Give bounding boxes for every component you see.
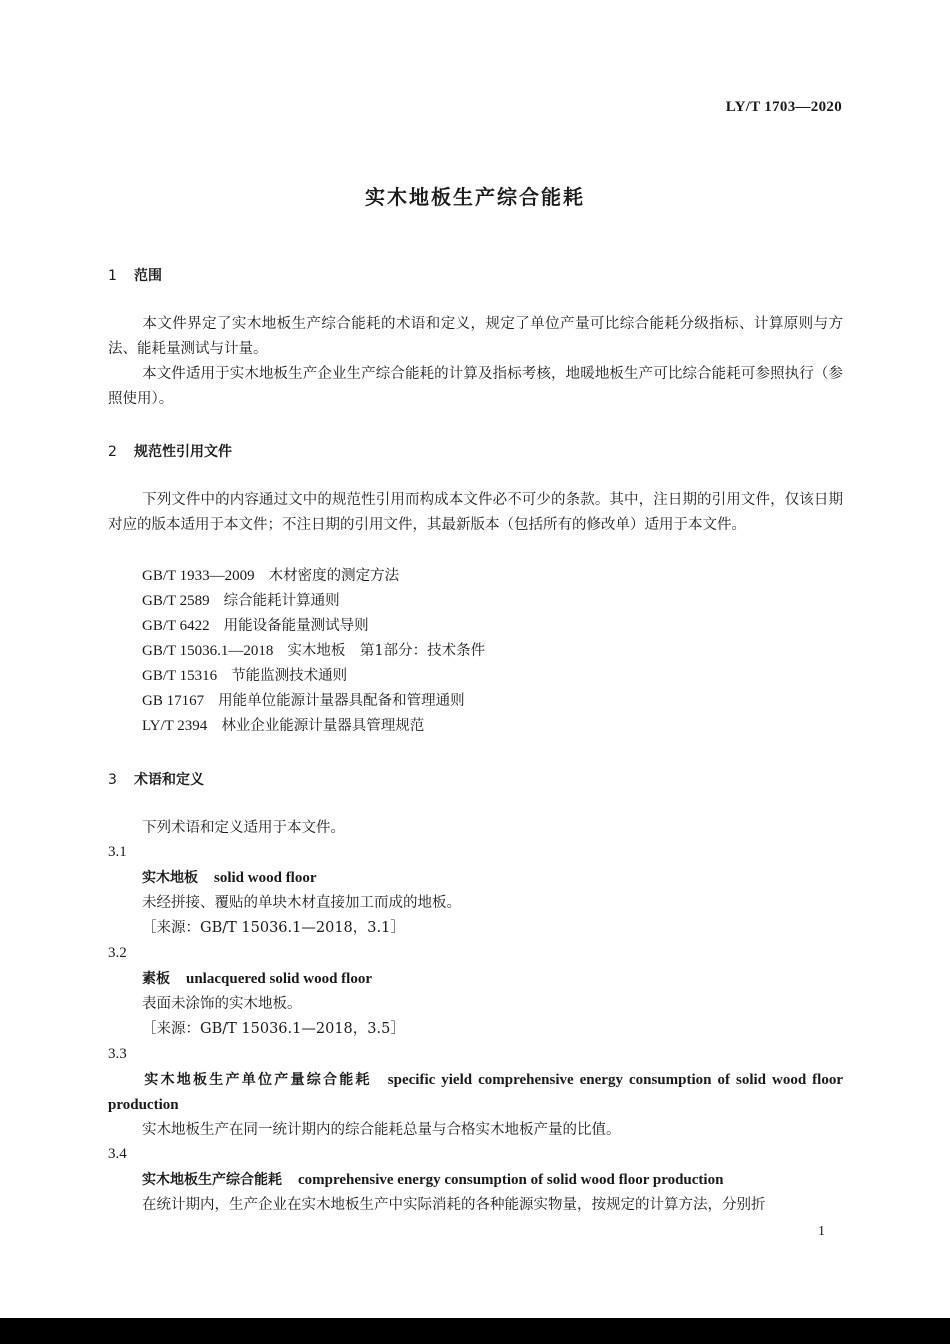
section-title: 术语和定义 [134,772,204,788]
term-heading: 素板 unlacquered solid wood floor [142,971,372,987]
term-definition: 在统计期内，生产企业在实木地板生产中实际消耗的各种能源实物量，按规定的计算方法，分别折 [142,1197,766,1213]
term-number: 3.1 [108,844,127,860]
term-heading: 实木地板生产综合能耗 comprehensive energy consumption of solid wood floor production [142,1172,724,1188]
section-title: 规范性引用文件 [134,444,232,460]
page-bottom-bar [0,1318,950,1344]
term-definition: 实木地板生产在同一统计期内的综合能耗总量与合格实木地板产量的比值。 [142,1122,621,1138]
section-number: 3 [108,772,117,788]
reference-item: GB/T 2589 综合能耗计算通则 [142,593,340,609]
section-title: 范围 [134,268,162,284]
section-2-heading [108,441,232,461]
page-number: 1 [818,1224,825,1239]
term-source: ［来源：GB/T 15036.1—2018，3.1］ [142,920,405,936]
reference-item: LY/T 2394 林业企业能源计量器具管理规范 [142,718,425,734]
reference-item: GB/T 1933—2009 木材密度的测定方法 [142,568,400,584]
term-definition: 表面未涂饰的实木地板。 [142,996,302,1012]
section-number: 2 [108,444,117,460]
reference-item: GB 17167 用能单位能源计量器具配备和管理通则 [142,693,465,709]
term-heading: 实木地板 solid wood floor [142,870,317,886]
reference-item: GB/T 15316 节能监测技术通则 [142,668,348,684]
term-source: ［来源：GB/T 15036.1—2018，3.5］ [142,1021,405,1037]
reference-item: GB/T 15036.1—2018 实木地板 第1部分：技术条件 [142,643,486,659]
term-heading: 实木地板生产单位产量综合能耗 specific yield comprehensive energy consumption of solid wood floor production [108,1072,843,1113]
reference-item: GB/T 6422 用能设备能量测试导则 [142,618,369,634]
standard-number: LY/T 1703—2020 [725,99,842,115]
section-number: 1 [108,268,117,284]
section-3-intro: 下列术语和定义适用于本文件。 [142,820,345,836]
term-number: 3.2 [108,945,127,961]
section-1-paragraph-1: 本文件界定了实木地板生产综合能耗的术语和定义，规定了单位产量可比综合能耗分级指标、计算原则与方法、能耗量测试与计量。 [108,316,843,357]
term-number: 3.3 [108,1046,127,1062]
section-1-heading [108,265,162,285]
section-2-intro: 下列文件中的内容通过文中的规范性引用而构成本文件必不可少的条款。其中，注日期的引用文件，仅该日期对应的版本适用于本文件；不注日期的引用文件，其最新版本（包括所有的修改单）适用于本文件。 [108,492,843,533]
term-definition: 未经拼接、覆贴的单块木材直接加工而成的地板。 [142,895,461,911]
document-title: 实木地板生产综合能耗 [365,185,585,209]
section-3-heading [108,769,204,789]
term-number: 3.4 [108,1146,127,1162]
section-1-paragraph-2: 本文件适用于实木地板生产企业生产综合能耗的计算及指标考核，地暖地板生产可比综合能耗可参照执行（参照使用）。 [108,366,843,407]
